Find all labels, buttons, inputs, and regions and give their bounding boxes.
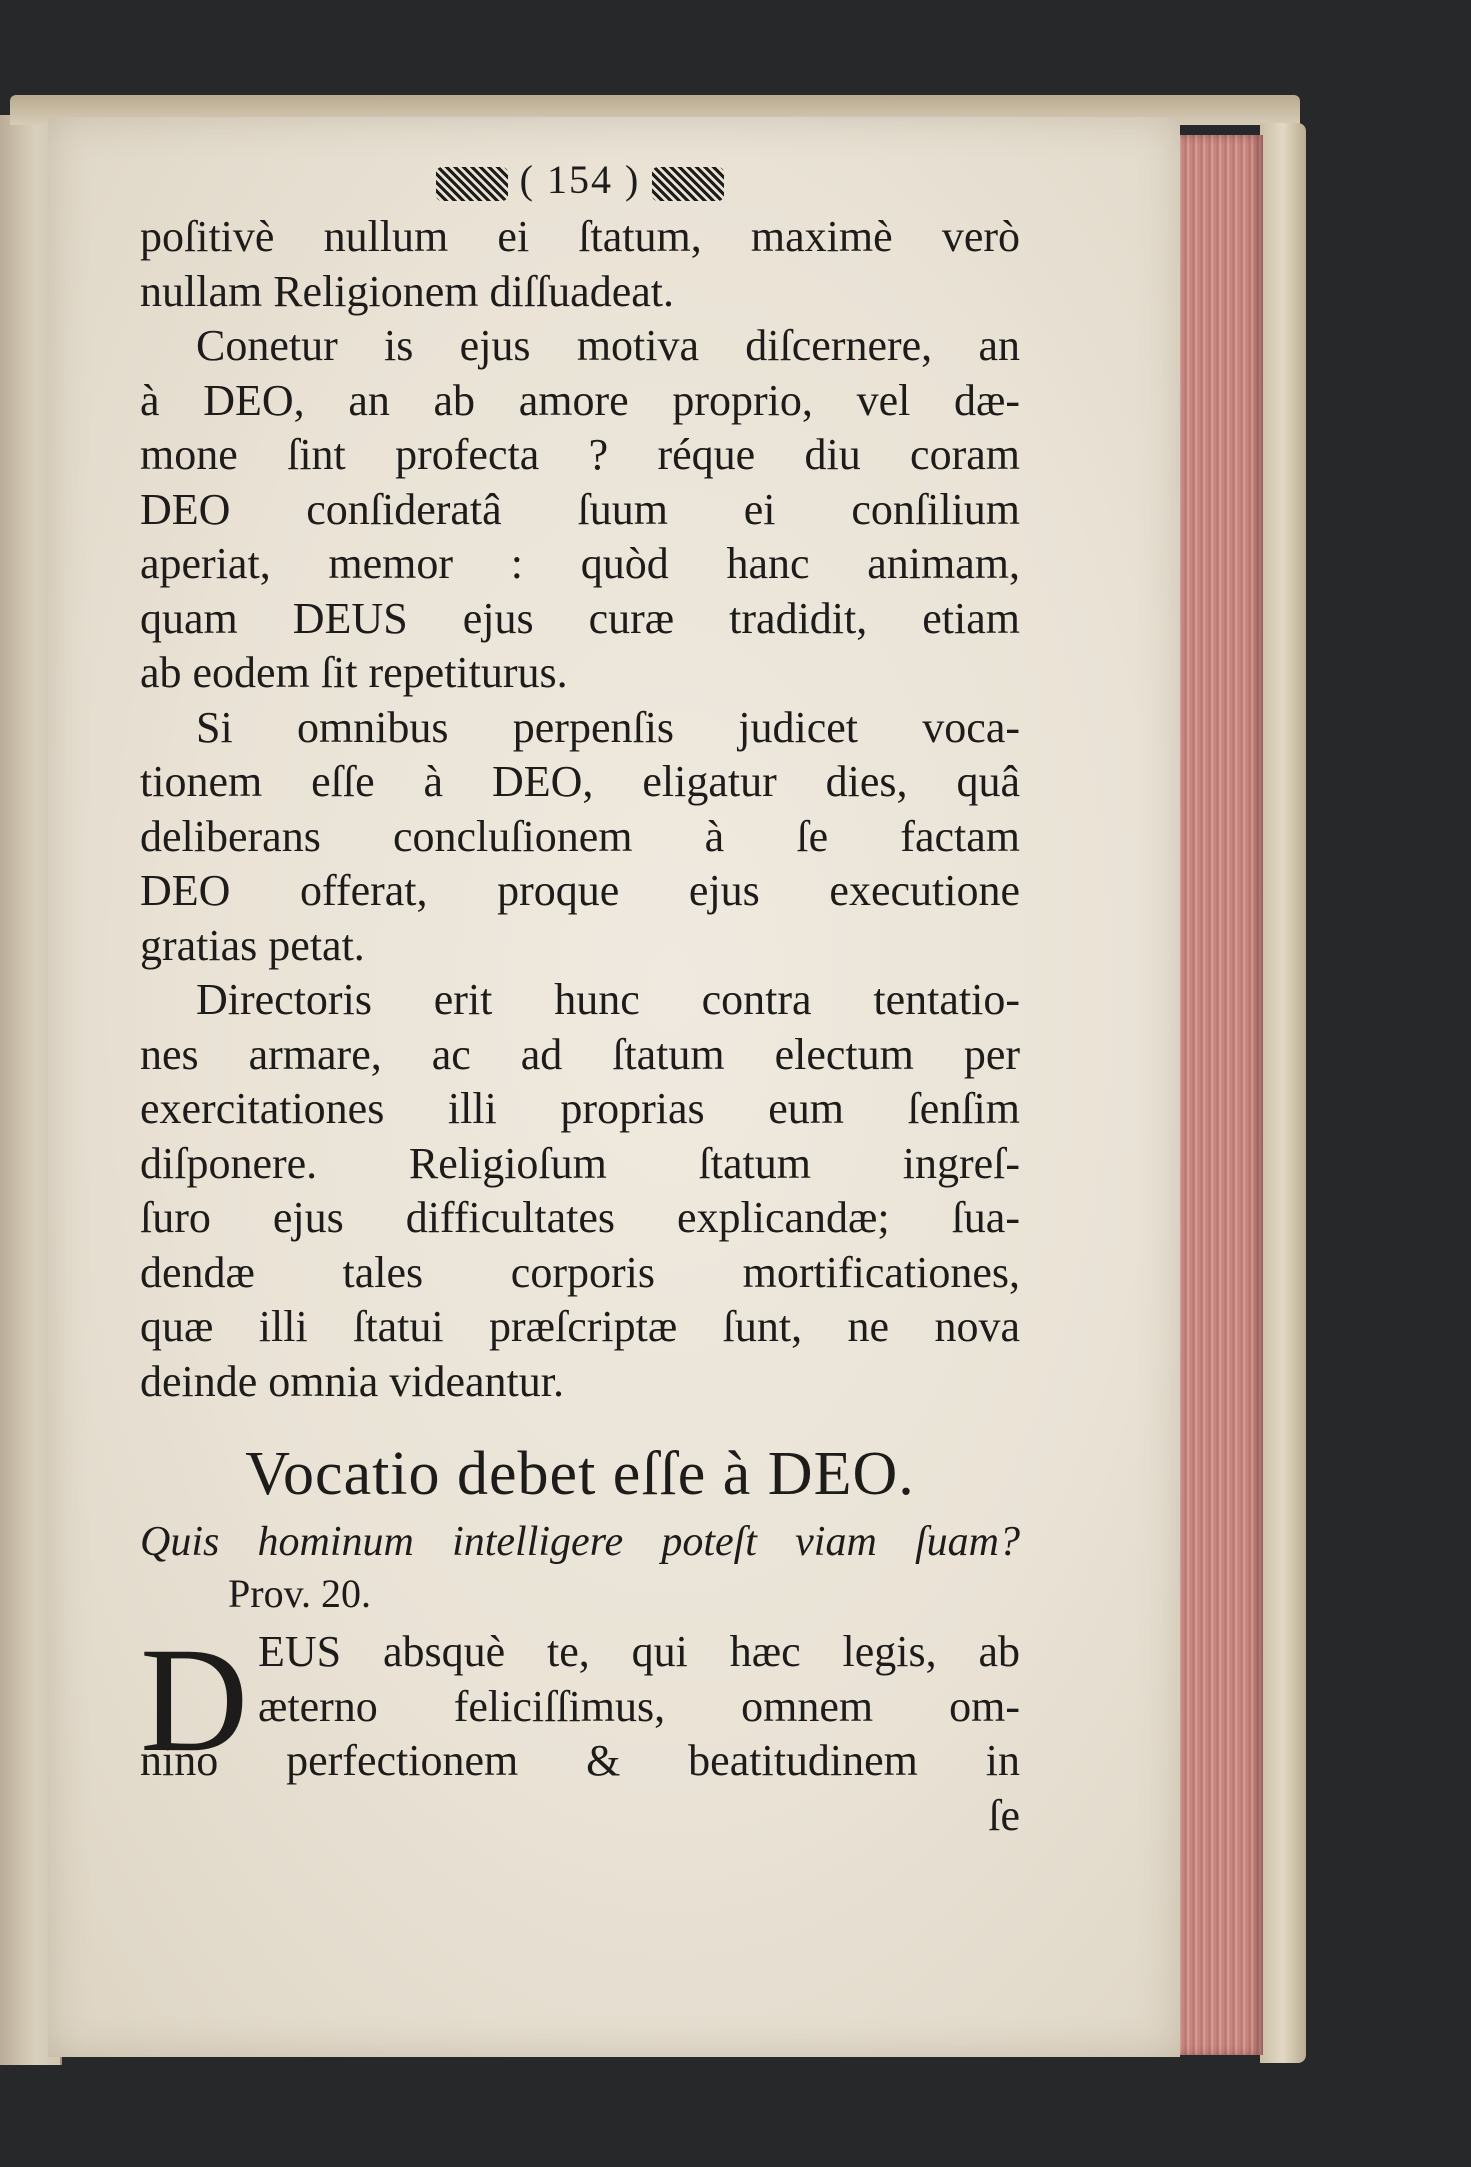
ornament-left-icon [436, 167, 508, 201]
ornament-right-icon [652, 167, 724, 201]
text-line: dendæ tales corporis mortificationes, [140, 1247, 1020, 1297]
text-line: nes armare, ac ad ſtatum electum per [140, 1029, 1020, 1079]
text-line: ab eodem ſit repetiturus. [140, 648, 568, 697]
text-line: quam DEUS ejus curæ tradidit, etiam [140, 593, 1020, 643]
running-head [140, 150, 1020, 210]
text-line: deliberans concluſionem à ſe factam [140, 811, 1020, 861]
text-line: diſponere. Religioſum ſtatum ingreſ- [140, 1138, 1020, 1188]
section-heading: Vocatio debet eſſe à DEO. [245, 1440, 915, 1508]
text-line: mone ſint profecta ? réque diu coram [140, 430, 1020, 479]
text-line: à DEO, an ab amore proprio, vel dæ- [140, 375, 1020, 425]
epigraph-reference: Prov. 20. [228, 1571, 371, 1616]
text-line: nullam Religionem diſſuadeat. [140, 266, 674, 316]
text-line: Si omnibus perpenſis judicet voca- [196, 702, 1020, 752]
text-line: Directoris erit hunc contra tentatio- [196, 975, 1020, 1024]
catchword: ſe [988, 1790, 1020, 1840]
opening-paragraph [140, 1617, 1020, 1789]
text-line: æterno feliciſſimus, omnem om- [258, 1681, 1020, 1731]
text-line: nino perfectionem & beatitudinem in [140, 1736, 1020, 1785]
text-line: aperiat, memor : quòd hanc animam, [140, 539, 1020, 588]
page-number: ( 154 ) [519, 157, 641, 202]
text-line: ſuro ejus difficultates explicandæ; ſua- [140, 1193, 1020, 1242]
text-line: tionem eſſe à DEO, eligatur dies, quâ [140, 757, 1020, 806]
page-text [140, 150, 1020, 1843]
text-line: gratias petat. [140, 920, 365, 970]
text-line: quæ illi ſtatui præſcriptæ ſunt, ne nova [140, 1302, 1020, 1351]
text-line: Conetur is ejus motiva diſcernere, an [196, 321, 1020, 370]
text-line: EUS absquè te, qui hæc legis, ab [258, 1627, 1020, 1676]
drop-cap: D [140, 1617, 249, 1783]
text-line: DEO conſideratâ ſuum ei conſilium [140, 484, 1020, 534]
text-line: exercitationes illi proprias eum ſenſim [140, 1084, 1020, 1133]
epigraph-quote: Quis hominum intelligere poteſt viam ſuam? [140, 1519, 1020, 1565]
red-page-edges [1175, 135, 1263, 2055]
text-line: DEO offerat, proque ejus executione [140, 866, 1020, 915]
text-line: deinde omnia videantur. [140, 1356, 564, 1406]
cover-edge [1260, 123, 1306, 2063]
text-line: poſitivè nullum ei ſtatum, maximè verò [140, 212, 1020, 261]
